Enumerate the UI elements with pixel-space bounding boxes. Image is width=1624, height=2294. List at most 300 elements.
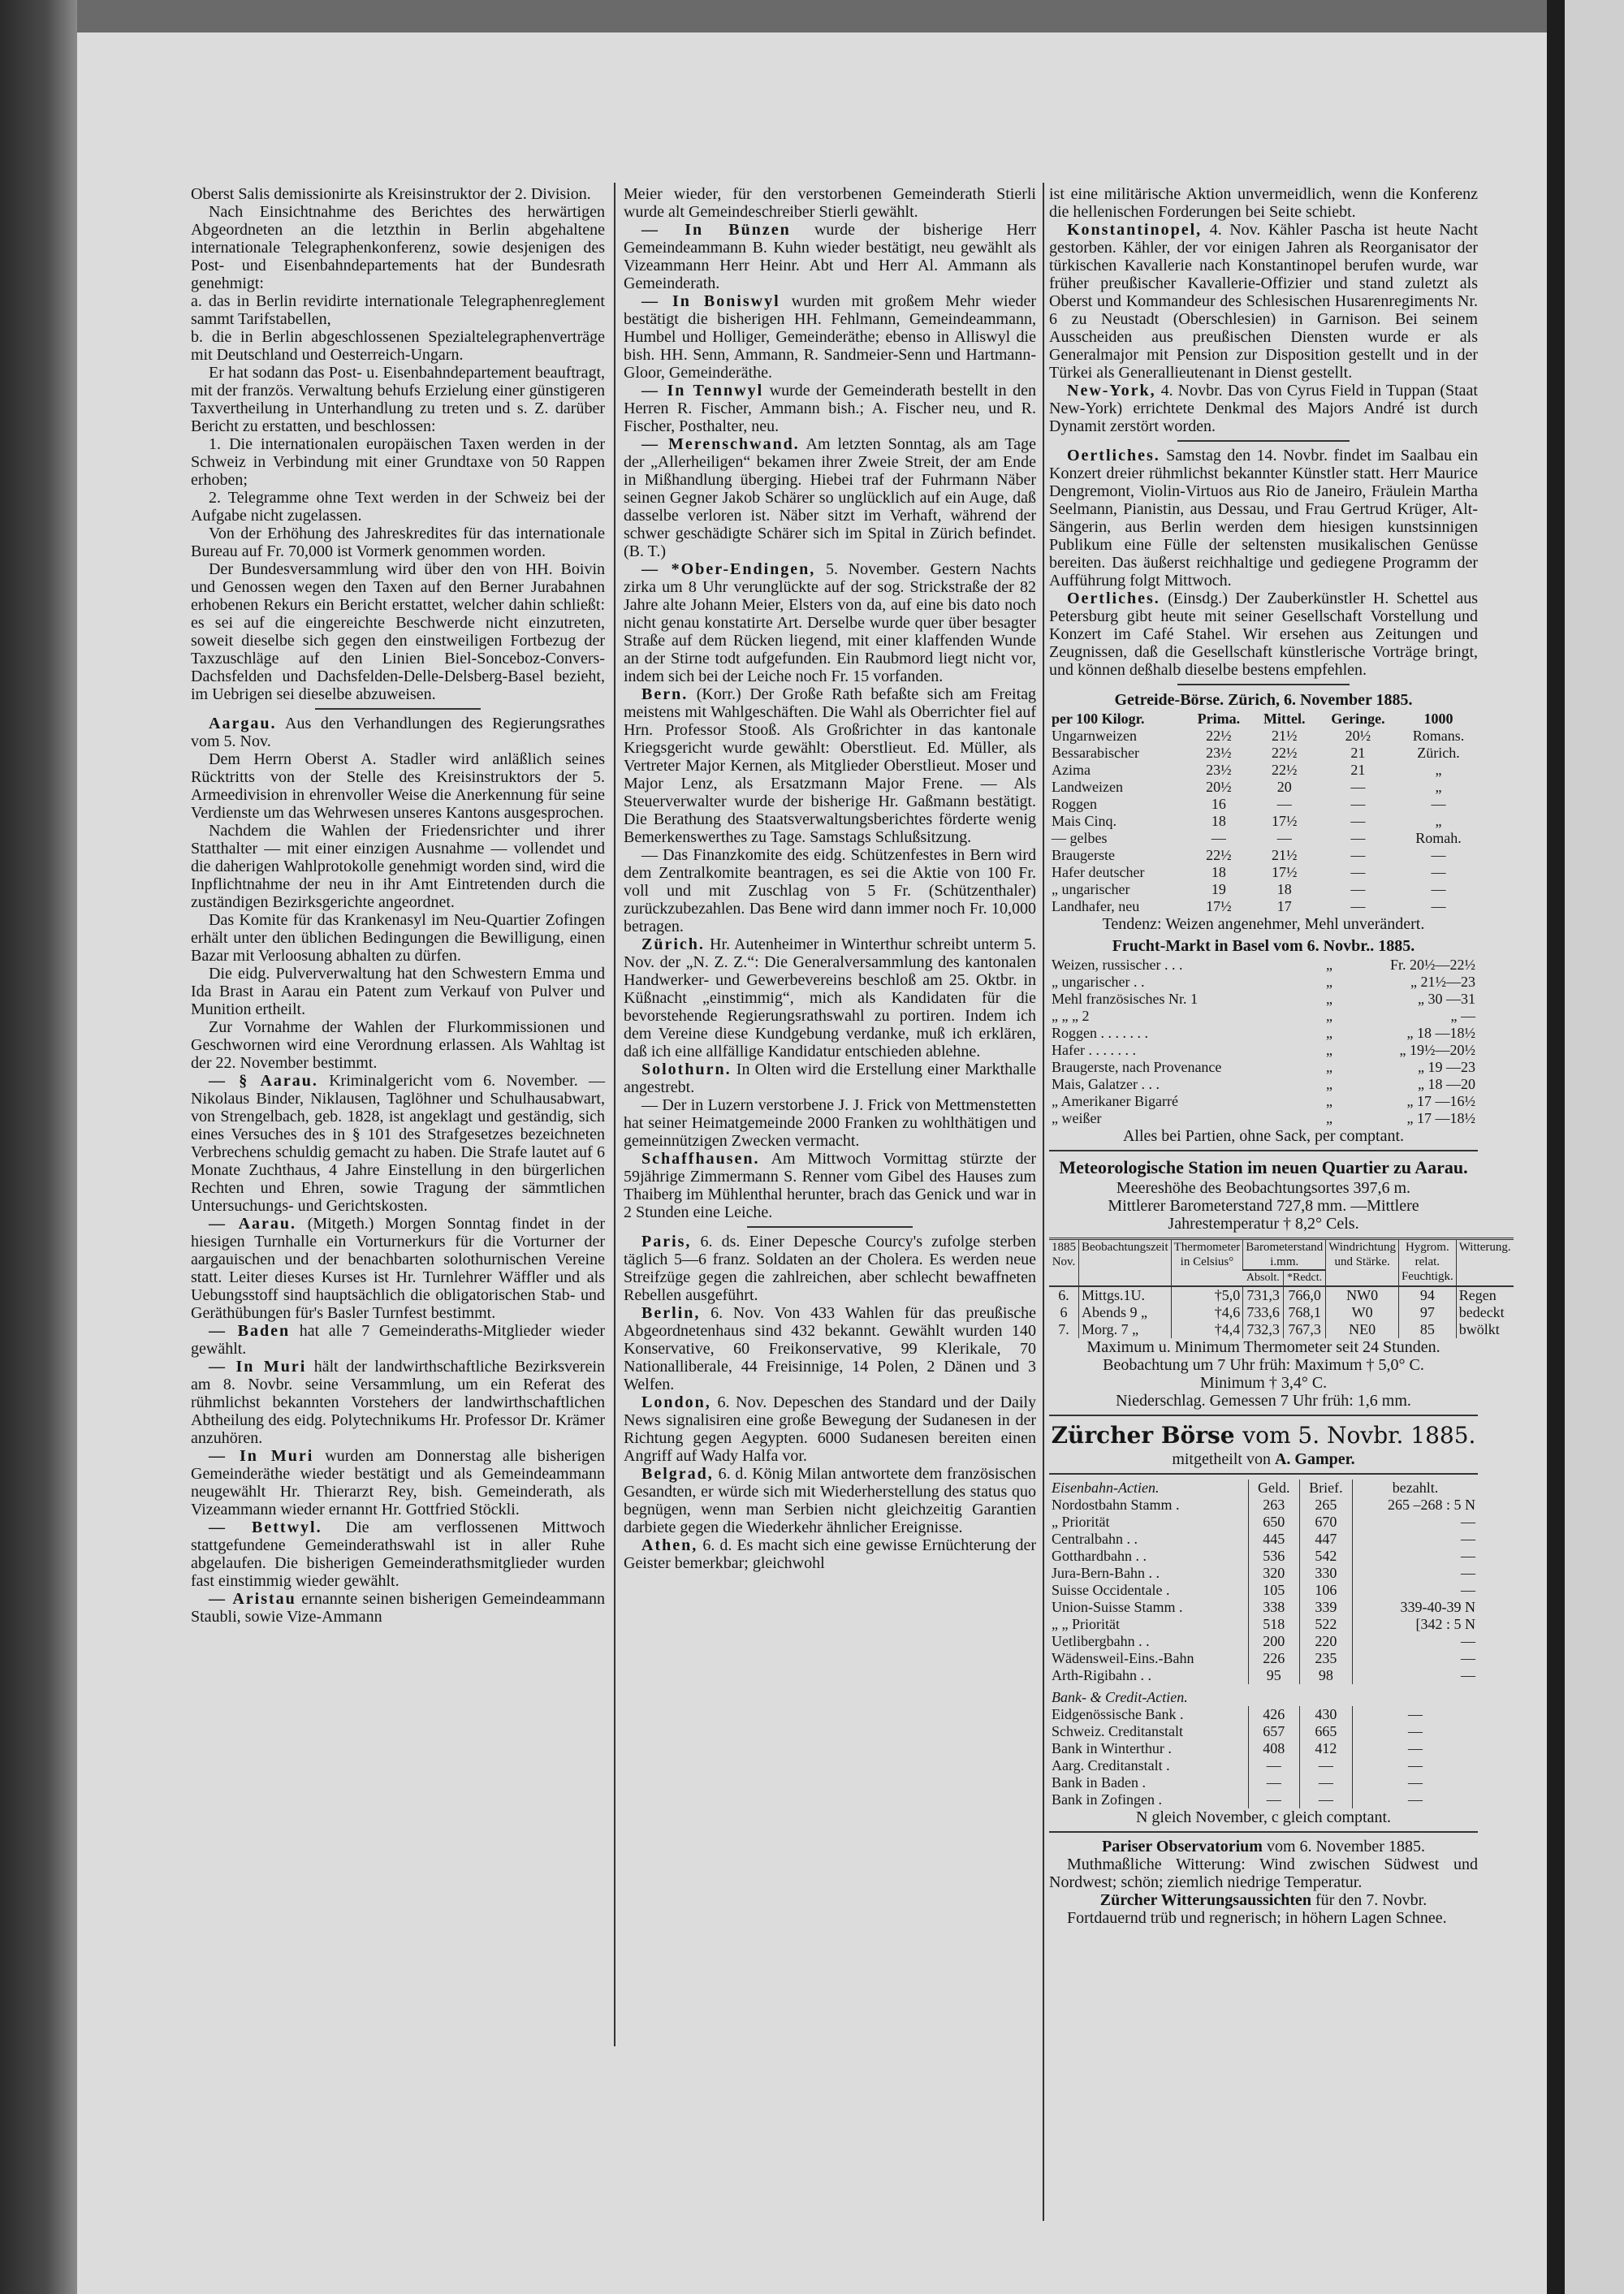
table-cell: 768,1 [1283,1304,1325,1321]
table-cell: Union-Suisse Stamm . [1052,1598,1183,1615]
article-paragraph [191,1072,605,1215]
section-label: Bank- & Credit-Actien. [1052,1688,1188,1705]
article-text: In Olten wird die Erstellung einer Markthalle angestrebt. [624,1061,1037,1096]
meteo-after: Minimum † 3,4° C. [1199,1373,1328,1392]
table-cell: — [1353,1740,1478,1757]
table-cell: 98 [1299,1667,1352,1684]
table-cell: Geld. [1248,1480,1299,1497]
table-cell: „ [1435,779,1442,795]
table-cell: „ [1325,1008,1332,1024]
article-text: Das Komite für das Krankenasyl im Neu-Quartier Zofingen erhält unter den üblichen Bedingungen die Bewilligung, einen Bazar mit Verloosung abhalten zu dürfen. [191,911,605,965]
article-lead: — In Muri [209,1447,314,1465]
table-cell: 200 [1248,1633,1299,1650]
table-row [1049,1110,1478,1127]
getreide-title: Getreide-Börse. Zürich, 6. November 1885. [1114,691,1413,709]
table-cell: bezahlt. [1353,1480,1478,1497]
table-row [1049,881,1478,898]
table-cell: 22½ [1272,762,1298,778]
table-header-cell: Hygrom. relat. Feuchtigk. [1398,1238,1456,1286]
table-cell: 536 [1248,1548,1299,1565]
table-cell: — [1353,1531,1478,1548]
article-paragraph [624,292,1036,382]
article-paragraph [624,1096,1036,1150]
table-cell: „ [1325,1110,1332,1126]
article-text: Am letzten Sonntag, als am Tage der „Allerheiligen“ bekamen ihrer Zweie Streit, der am Ende in Mißhandlung überging. Hiebei traf der Fuhrmann Näber seinen Gegner Jakob Schärer so unglücklich auf ein Auge, daß dasselbe verloren ist. Näber sitzt im Verhaft, während der schwer geschädigte Schärer sich im Spital in Zürich befindet. (B. T.) [624,435,1036,560]
table-cell: „ „ Priorität [1052,1615,1120,1632]
article-text: hält der landwirthschaftliche Bezirksverein am 8. Novbr. seine Versammlung, um ein Referat des rühmlichst bekannten Vorstehers der landwirthschaftlichen Abtheilung des eidg. Polytechnikums Hr. Professor Dr. Krämer anzuhören. [191,1358,606,1447]
table-row [1049,1514,1478,1531]
table-cell: 18 [1211,813,1226,829]
table-row [1049,1531,1478,1548]
table-cell: per 100 Kilogr. [1052,711,1145,727]
article-lead: — In Tennwyl [641,382,764,400]
table-cell: Braugerste, nach Provenance [1052,1059,1222,1075]
article-lead: London, [641,1393,711,1411]
article-lead: — Aristau [209,1590,296,1608]
table-row [1049,1582,1478,1599]
article-paragraph [191,203,605,292]
table-cell: Arth-Rigibahn . . [1052,1666,1151,1683]
meteo-line: Meereshöhe des Beobachtungsortes 397,6 m. [1116,1178,1411,1197]
table-row [1049,711,1478,728]
table-cell: †5,0 [1171,1286,1243,1304]
table-cell: 17½ [1272,864,1298,880]
meteo-table [1049,1238,1514,1338]
table-cell: — [1353,1706,1478,1723]
boerse-table [1049,1480,1478,1808]
meteo-line: Jahrestemperatur † 8,2° Cels. [1168,1214,1359,1233]
table-cell: Bank in Winterthur . [1052,1739,1172,1756]
table-cell: — [1248,1757,1299,1774]
table-cell: „ 19 —23 [1418,1059,1475,1075]
table-cell: „ [1325,1076,1332,1092]
article-text: Samstag den 14. Novbr. findet im Saalbau ein Konzert dreier rühmlichst bekannter Künstler statt. Herr Maurice Dengremont, Violin-Virtuos aus Rio de Janeiro, Fräulein Martha Seelmann, Pianistin, aus Dessau, und Frau Gertrud Krüger, Alt-Sängerin, aus Berlin werden dem hiesigen kunstsinnigen Publikum eine Fülle der seltensten musikalischen Genüsse bereiten. Das äußerst reichhaltige und gediegene Programm der Aufführung folgt Mittwoch. [1049,447,1478,590]
table-cell: „ [1325,1059,1332,1075]
table-cell: — [1299,1757,1352,1774]
table-cell: 522 [1299,1616,1352,1633]
divider [1049,1415,1478,1416]
article-paragraph [624,1150,1036,1221]
table-cell: „ weißer [1052,1110,1102,1126]
meteo-title: Meteorologische Station im neuen Quartier zu Aarau. [1059,1157,1468,1177]
table-cell: — [1431,847,1446,863]
table-cell: 105 [1248,1582,1299,1599]
table-cell: — [1350,779,1366,795]
table-cell: Mehl französisches Nr. 1 [1052,991,1198,1007]
table-cell: — [1353,1582,1478,1599]
table-cell: — [1276,830,1292,846]
table-cell: 445 [1248,1531,1299,1548]
article-text: Die eidg. Pulververwaltung hat den Schwestern Emma und Ida Brast in Aarau ein Patent zum Verkauf von Pulver und Munition ertheilt. [191,965,605,1018]
article-lead: Oertliches. [1067,590,1160,607]
table-row [1049,1723,1478,1740]
table-cell: 21 [1350,762,1366,778]
divider [1049,1831,1478,1833]
table-cell: — [1353,1514,1478,1531]
article-text: 1. Die internationalen europäischen Taxen werden in der Schweiz in Verbindung mit einer Grundtaxe von 50 Rappen erhoben; [191,435,605,489]
table-cell: „ [1435,762,1442,778]
table-row [1049,1565,1478,1582]
article-text: Nach Einsichtnahme des Berichtes des herwärtigen Abgeordneten an die letzthin in Berlin abgehaltene internationale Telegraphenkonferenz, sowie desjenigen des Post- und Eisenbahndepartements hat der Bundesrath genehmigt: [191,203,605,292]
table-cell: 430 [1299,1706,1352,1723]
table-cell: Weizen, russischer . . . [1052,957,1183,973]
table-cell: 265 [1299,1497,1352,1514]
article-text: a. das in Berlin revidirte internationale Telegraphenreglement sammt Tarifstabellen, [191,292,605,328]
table-cell: — [1276,796,1292,812]
table-cell: 94 [1398,1286,1456,1304]
table-cell: — [1353,1667,1478,1684]
table-cell: — [1350,796,1366,812]
article-paragraph [191,185,605,203]
table-row [1049,1025,1478,1042]
table-row [1049,728,1478,745]
section-divider [1177,440,1349,442]
table-cell: — [1350,813,1366,829]
zuerich-wetter-text: Fortdauernd trüb und regnerisch; in höhern Lagen Schnee. [1067,1908,1447,1927]
table-cell: — [1431,898,1446,914]
article-paragraph [624,935,1036,1061]
article-text: 2. Telegramme ohne Text werden in der Schweiz bei der Aufgabe nicht zugelassen. [191,489,605,525]
table-cell: bwölkt [1456,1321,1513,1338]
article-text: Zur Vornahme der Wahlen der Flurkommissionen und Geschwornen wird eine Verordnung erlassen. Als Wahltag ist der 22. November bestimmt. [191,1018,605,1072]
article-text: wurden mit großem Mehr wieder bestätigt die bisherigen HH. Fehlmann, Gemeindeammann, Humbel und Holliger, Gemeinderäthe; ebenso in Alliswyl die bish. HH. Senn, Ammann, R. Sandmeier-Senn und Hartmann-Gloor, Gemeinderäthe. [624,292,1037,382]
article-text: Von der Erhöhung des Jahreskredites für das internationale Bureau auf Fr. 70,000 ist Vormerk genommen worden. [191,525,605,560]
table-cell: 263 [1248,1497,1299,1514]
table-cell: 7. [1058,1320,1069,1337]
table-cell: „ 19½—20½ [1399,1042,1475,1058]
article-lead: Schaffhausen. [641,1150,760,1168]
article-lead: — Baden [209,1322,291,1340]
table-row [1049,1059,1478,1076]
table-cell: Geringe. [1331,711,1385,727]
article-lead: Konstantinopel, [1067,221,1203,239]
table-cell: 106 [1299,1582,1352,1599]
table-cell: „ 18 —18½ [1406,1025,1475,1041]
table-cell: 447 [1299,1531,1352,1548]
table-cell: — [1353,1548,1478,1565]
table-cell: — [1211,830,1226,846]
table-row [1049,1286,1514,1304]
table-cell: 18 [1211,864,1226,880]
table-cell: — [1350,864,1366,880]
table-cell: 17½ [1272,813,1298,829]
article-paragraph [624,1393,1036,1465]
table-row [1049,1480,1478,1497]
table-cell: 408 [1248,1740,1299,1757]
table-cell: [342 : 5 N [1353,1616,1478,1633]
divider [1049,1473,1478,1475]
table-cell: 320 [1248,1565,1299,1582]
table-cell: Jura-Bern-Bahn . . [1052,1564,1160,1581]
frucht-title: Frucht-Markt in Basel vom 6. Novbr.. 1885. [1112,937,1415,955]
meteo-after: Maximum u. Minimum Thermometer seit 24 Stunden. [1086,1337,1440,1356]
article-lead: Belgrad, [641,1465,714,1483]
article-paragraph [624,1304,1036,1393]
table-cell: „ 17 —18½ [1406,1110,1475,1126]
meteo-after: Niederschlag. Gemessen 7 Uhr früh: 1,6 mm. [1116,1391,1411,1410]
table-cell: Eidgenössische Bank . [1052,1705,1184,1722]
article-paragraph [191,435,605,489]
table-cell: 22½ [1206,847,1232,863]
paris-title: Pariser Observatorium [1102,1837,1263,1856]
table-cell: — [1353,1633,1478,1650]
article-text: b. die in Berlin abgeschlossenen Spezialtelegraphenverträge mit Deutschland und Oesterreich-Ungarn. [191,328,605,364]
article-paragraph [191,1215,605,1322]
table-cell: 16 [1211,796,1226,812]
meteo-header [1049,1238,1514,1286]
table-cell: Abends 9 „ [1079,1304,1172,1321]
article-text: ist eine militärische Aktion unvermeidlich, wenn die Konferenz die hellenischen Forderungen bei Seite schiebt. [1049,185,1478,221]
article-paragraph [624,221,1036,292]
frucht-table [1049,957,1478,1127]
table-cell: Wädensweil-Eins.-Bahn [1052,1649,1194,1666]
table-cell: 220 [1299,1633,1352,1650]
article-lead: — Merenschwand. [641,435,800,453]
table-cell: 22½ [1272,745,1298,761]
article-paragraph [191,965,605,1018]
meteo-after: Beobachtung um 7 Uhr früh: Maximum † 5,0° C. [1103,1355,1424,1374]
article-paragraph [191,822,605,911]
table-cell: Mais Cinq. [1052,813,1117,829]
table-cell: bedeckt [1456,1304,1513,1321]
article-text: 6. ds. Einer Depesche Courcy's zufolge sterben täglich 5—6 franz. Soldaten an der Cholera. Es werden neue Streifzüge gegen die zahlreichen, aber schlecht bewaffneten Rebellen ausgeführt. [624,1233,1036,1304]
article-text: Der Bundesversammlung wird über den von HH. Boivin und Genossen wegen den Taxen auf den Berner Jurabahnen erhobenen Rekurs ein Bericht erstattet, welcher dahin schließt: es sei auf die eingereichte Beschwerde nicht einzutreten, soweit dieselbe sich gegen den einstweiligen Fortbezug der Taxzuschläge auf den Linien Biel-Sonceboz-Convers-Dachsfelden und Dachsfelden-Delle-Delsberg-Basel bezieht, im Uebrigen sei dieselbe abzuweisen. [191,560,605,703]
table-header-cell: Thermometer in Celsius° [1171,1238,1243,1286]
table-cell: Roggen . . . . . . . [1052,1025,1148,1041]
table-cell: „ — [1450,1008,1475,1024]
table-header-cell: Barometerstand i.mm. [1243,1238,1326,1270]
table-cell: 20½ [1345,728,1371,744]
table-cell: †4,6 [1171,1304,1243,1321]
table-cell: — [1350,830,1366,846]
column-1 [191,185,605,1626]
table-cell: 518 [1248,1616,1299,1633]
table-cell: — [1299,1791,1352,1808]
table-cell: „ [1325,1093,1332,1109]
table-row [1049,830,1478,847]
table-cell: 338 [1248,1599,1299,1616]
table-cell: 412 [1299,1740,1352,1757]
pariser-observatorium [1049,1838,1478,1927]
table-row [1049,974,1478,991]
table-cell: „ 18 —20 [1418,1076,1475,1092]
article-text: Aus den Verhandlungen des Regierungsrathes vom 5. Nov. [191,715,605,750]
article-text: Hr. Autenheimer in Winterthur schreibt unterm 5. Nov. der „N. Z. Z.“: Die Generalversammlung des kantonalen Handwerker- und Gewerbevereins beschloß am 25. Oktbr. in Küßnacht „einstimmig“, mich als Kandidaten für die bevorstehende Regierungsrathswahl zu portiren. Indem ich dem Vereine diese Kundgebung verdanke, muß ich erklären, daß ich eine allfällige Kandidatur entschieden ablehne. [624,935,1037,1061]
table-row [1049,1757,1478,1774]
article-text: — Der in Luzern verstorbene J. J. Frick von Mettmenstetten hat seiner Heimatgemeinde 2000 Franken zu wohlthätigen und gemeinnützigen Zwecken vermacht. [624,1096,1036,1150]
article-paragraph [624,846,1036,935]
table-cell: 732,3 [1243,1321,1284,1338]
article-paragraph [1049,447,1478,590]
article-paragraph [191,1447,605,1519]
table-cell: „ [1435,813,1442,829]
article-paragraph [624,382,1036,435]
article-text: Meier wieder, für den verstorbenen Gemeinderath Stierli wurde alt Gemeindeschreiber Stierli gewählt. [624,185,1036,221]
article-lead: Oertliches. [1067,447,1160,464]
article-paragraph [1049,185,1478,221]
paris-date: vom 6. November 1885. [1266,1837,1425,1856]
article-paragraph [624,1536,1036,1572]
table-cell: Hafer deutscher [1052,864,1145,880]
table-row [1049,1497,1478,1514]
table-cell: †4,4 [1171,1321,1243,1338]
scan-border-right [1547,0,1565,2294]
table-cell: „ 21½—23 [1410,974,1475,990]
table-cell: — [1299,1774,1352,1791]
boerse-note: N gleich November, c gleich comptant. [1135,1808,1392,1826]
article-paragraph [1049,590,1478,679]
table-cell: 226 [1248,1650,1299,1667]
article-lead: — In Boniswyl [641,292,780,310]
table-cell: Prima. [1197,711,1241,727]
table-cell: Fr. 20½—22½ [1389,957,1475,973]
section-divider [747,1226,912,1228]
table-cell: 766,0 [1283,1286,1325,1304]
article-text: wurde der Gemeinderath bestellt in den Herren R. Fischer, Ammann bish.; A. Fischer neu, und R. Fischer, Posthalter, neu. [624,382,1037,435]
table-cell: Zürich. [1417,745,1460,761]
article-lead: New-York, [1067,382,1156,400]
table-row [1049,813,1478,830]
table-cell: 23½ [1206,745,1232,761]
getreide-boerse [1049,690,1478,933]
table-cell: 670 [1299,1514,1352,1531]
article-paragraph [624,1061,1036,1096]
article-text: 6. d. König Milan antwortete dem französischen Gesandten, er würde sich mit Wiederherstellung des status quo begnügen, wenn man Serbien nicht gleichzeitig Garantien darbiete gegen die Wiederkehr ähnlicher Ereignisse. [624,1465,1037,1536]
column-3 [1049,185,1511,1927]
table-cell: — [1431,796,1446,812]
table-row [1049,898,1478,915]
article-text: 6. d. Es macht sich eine gewisse Ernüchterung der Geister bemerkbar; gleichwohl [624,1536,1036,1572]
table-row [1049,1093,1478,1110]
article-paragraph [191,364,605,435]
table-cell: „ [1325,991,1332,1007]
article-text: Die am verflossenen Mittwoch stattgefundene Gemeinderathswahl ist in aller Ruhe abgelaufen. Die bisherigen Gemeinderathsmitglieder wurden fast einstimmig wieder gewählt. [191,1519,605,1590]
table-cell: 767,3 [1283,1321,1325,1338]
table-row [1049,1774,1478,1791]
table-cell: 18 [1276,881,1292,897]
article-paragraph [191,911,605,965]
table-row [1049,1304,1514,1321]
boerse-subtitle: mitgetheilt von [1172,1449,1271,1468]
table-cell: Romah. [1415,830,1462,846]
article-paragraph [624,1465,1036,1536]
article-text: Kriminalgericht vom 6. November. — Nikolaus Binder, Niklausen, Taglöhner und Schulhausabwart, von Strengelbach, geb. 1828, ist angeklagt und geständig, sich eines Versuches des in § 101 des Strafgesetzes bezeichneten Verbrechens schuldig gemacht zu haben. Die Strafe lautet auf 6 Monate Zuchthaus, 4 Jahre Einstellung in den bürgerlichen Rechten und Ehren, sowie Tragung der sämmtlichen Untersuchungs- und Gerichtskosten. [191,1072,606,1215]
table-row [1049,1008,1478,1025]
table-row [1049,991,1478,1008]
table-row [1049,1548,1478,1565]
article-text: 6. Nov. Depeschen des Standard und der Daily News signalisiren eine große Bewegung der Sudanesen in der Richtung gegen Aegypten. 6000 Sudanesen bereiten einen Angriff auf Wady Halfa vor. [624,1393,1037,1465]
table-cell: 21½ [1272,728,1298,744]
table-cell: Suisse Occidentale . [1052,1581,1170,1598]
article-lead: Solothurn. [641,1061,732,1078]
article-text: Oberst Salis demissionirte als Kreisinstruktor der 2. Division. [191,185,591,203]
frucht-note: Alles bei Partien, ohne Sack, per comptant. [1122,1127,1404,1145]
table-cell: „ ungarischer . . [1052,974,1145,990]
boerse-date: vom 5. Novbr. 1885. [1242,1421,1476,1449]
table-cell: „ [1325,1042,1332,1058]
article-paragraph [624,685,1036,846]
table-cell: 731,3 [1243,1286,1284,1304]
table-cell: — [1353,1650,1478,1667]
article-text: 4. Nov. Kähler Pascha ist heute Nacht gestorben. Kähler, der vor einigen Jahren als Reorganisator der türkischen Kavallerie nach Konstantinopel berufen wurde, war früher preußischer Kavallerie-Offizier und stand zuletzt als Oberst und Kommandeur des Schlesischen Husarenregiments Nr. 6 zu Neustadt (Oberschlesien) in Garnison. Bei seinem Ausscheiden aus preußischen Diensten wurde er als Generalmajor mit Pension zur Disposition gestellt und in der Türkei als Generallieutenant in Dienst gestellt. [1049,221,1479,382]
table-row [1049,1791,1478,1808]
zuerich-wetter-title: Zürcher Witterungsaussichten [1099,1890,1311,1909]
table-row [1049,779,1478,796]
table-cell: — [1350,847,1366,863]
table-cell: „ „ „ 2 [1052,1008,1090,1024]
table-row [1049,847,1478,864]
article-paragraph [191,1018,605,1072]
article-lead: Aargau. [209,715,277,732]
table-cell: „ [1325,1025,1332,1041]
article-text: wurde der bisherige Herr Gemeindeammann B. Kuhn wieder bestätigt, neu gewählt als Vizeammann Herr Heinr. Abt und Herr Al. Ammann als Gemeinderath. [624,221,1037,292]
table-cell: 426 [1248,1706,1299,1723]
article-paragraph [191,750,605,822]
article-paragraph [191,1590,605,1626]
table-cell: — [1248,1774,1299,1791]
table-cell: 23½ [1206,762,1232,778]
section-divider [315,708,481,710]
table-cell: Mittel. [1263,711,1306,727]
table-header-cell: Absolt. [1246,1271,1280,1284]
article-paragraph [624,185,1036,221]
article-lead: — *Ober-Endingen, [641,560,816,578]
table-cell: 339-40-39 N [1353,1599,1478,1616]
table-cell: Nordostbahn Stamm . [1052,1496,1180,1513]
table-cell: W0 [1326,1304,1399,1321]
column-divider [614,183,615,2046]
table-cell: Bessarabischer [1052,745,1139,761]
table-cell: — [1248,1791,1299,1808]
table-cell: Morg. 7 „ [1079,1321,1172,1338]
table-cell: 97 [1398,1304,1456,1321]
table-cell: — [1350,898,1366,914]
table-cell: „ [1325,957,1332,973]
article-paragraph [1049,221,1478,382]
table-row [1049,1042,1478,1059]
table-header-cell: Windrichtung und Stärke. [1326,1238,1399,1286]
article-paragraph [624,435,1036,560]
table-cell: 657 [1248,1723,1299,1740]
table-cell: 21½ [1272,847,1298,863]
article-text: (Einsdg.) Der Zauberkünstler H. Schettel aus Petersburg gibt heute mit seiner Gesellschaft Vorstellung und Konzert im Café Stahel. Wir ersehen aus Zeitungen und Zeugnissen, daß die Gesellschaft künstlerische Vorträge bringt, und können deßhalb dieselbe bestens empfehlen. [1049,590,1479,679]
table-cell: „ 17 —16½ [1406,1093,1475,1109]
article-paragraph [191,1322,605,1358]
article-lead: Berlin, [641,1304,701,1322]
table-row [1049,1667,1478,1684]
boerse-title: Zürcher Börse [1051,1421,1235,1449]
getreide-tendency: Tendenz: Weizen angenehmer, Mehl unverändert. [1102,915,1425,933]
article-lead: Zürich. [641,935,705,953]
zuercher-boerse [1049,1421,1478,1826]
article-paragraph [191,525,605,560]
article-paragraph [191,715,605,750]
table-row [1049,1076,1478,1093]
article-lead: — In Bünzen [641,221,791,239]
table-row [1049,762,1478,779]
table-cell: Regen [1456,1286,1513,1304]
table-cell: Bank in Baden . [1052,1773,1146,1791]
article-text: 6. Nov. Von 433 Wahlen für das preußische Abgeordnetenhaus sind 432 bekannt. Gewählt wurden 140 Konservative, 60 Freikonservative, 99 Klerikale, 70 Nationalliberale, 44 Freisinnige, 14 Polen, 2 Dänen und 3 Welfen. [624,1304,1037,1393]
table-row [1049,1321,1514,1338]
table-row [1049,1599,1478,1616]
frucht-markt [1049,936,1478,1145]
table-cell: 265 –268 : 5 N [1353,1497,1478,1514]
table-cell: Eisenbahn-Actien. [1052,1479,1160,1496]
table-cell: NW0 [1326,1286,1399,1304]
table-cell: Mittgs.1U. [1079,1286,1172,1304]
table-row [1049,1633,1478,1650]
